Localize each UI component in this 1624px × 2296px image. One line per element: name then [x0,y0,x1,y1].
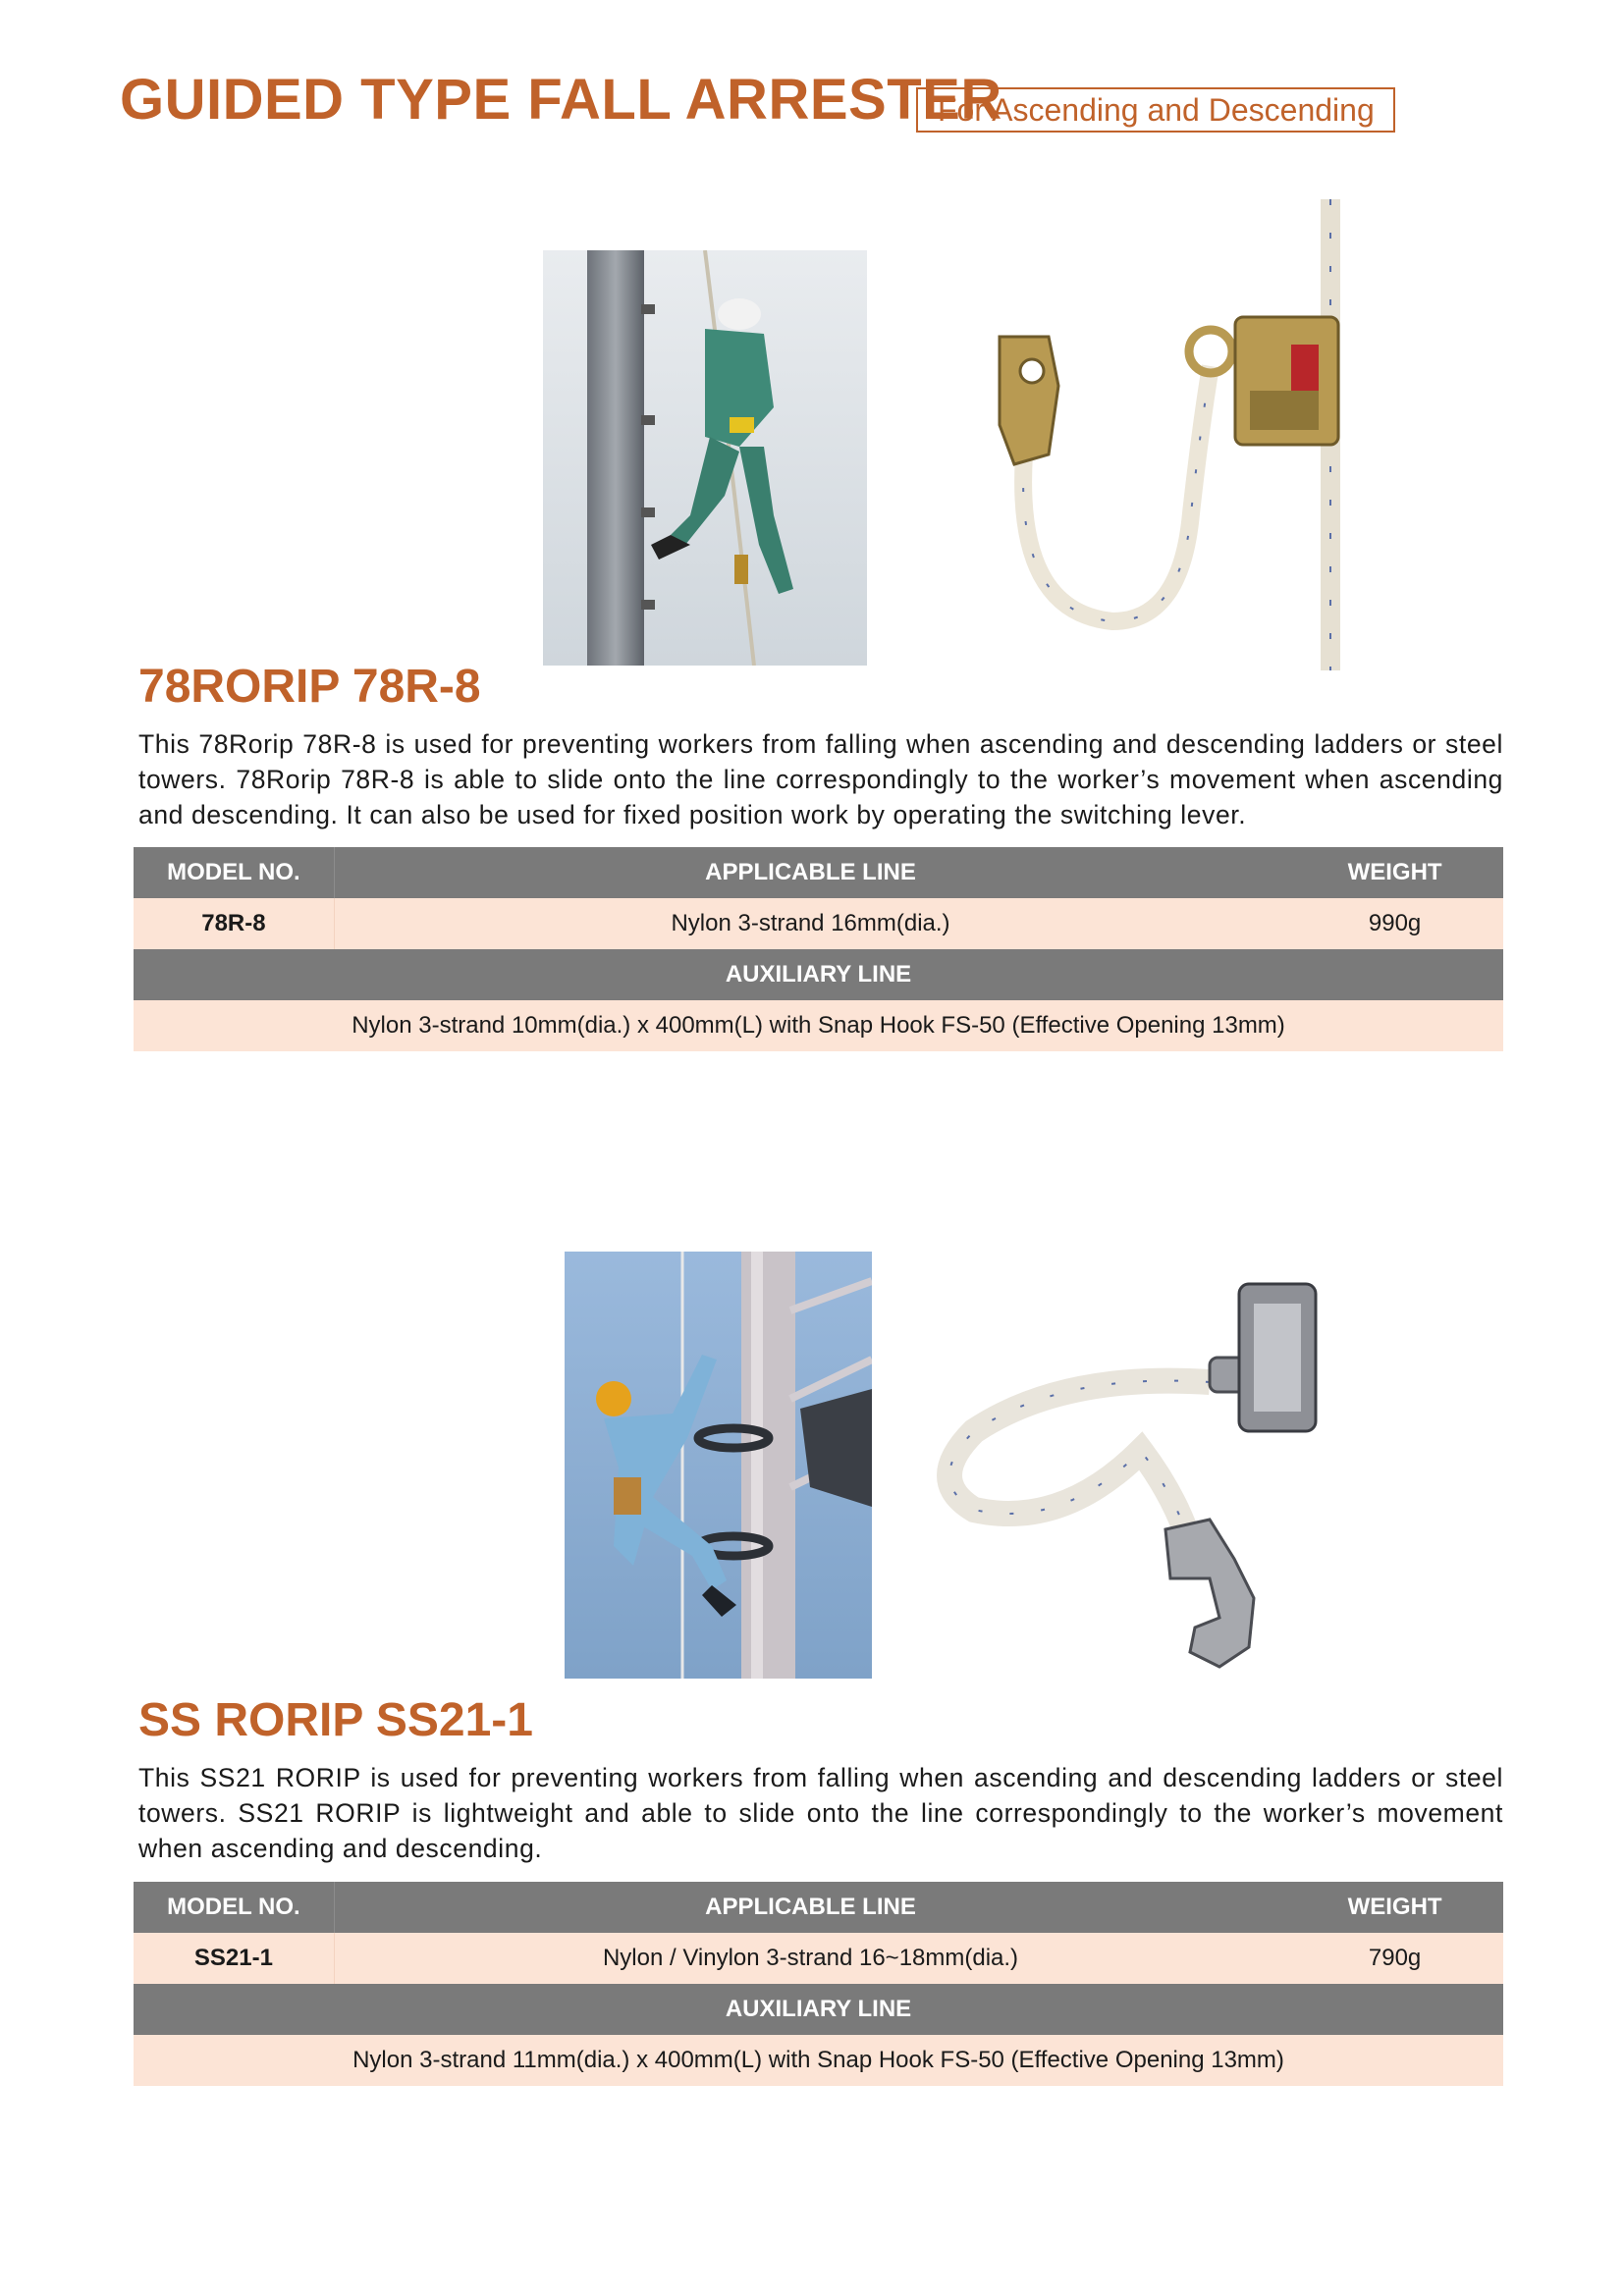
auxiliary-line-value-row [134,2035,1503,2086]
spec-table-value-row [134,1933,1503,1984]
model-no-value: 78R-8 [134,898,335,949]
applicable-line-value: Nylon / Vinylon 3-strand 16~18mm(dia.) [602,1945,1019,1971]
weight-header: WEIGHT [1347,859,1442,885]
auxiliary-line-header: AUXILIARY LINE [725,961,912,988]
auxiliary-line-header-row [134,1984,1503,2035]
model-no-value: SS21-1 [134,1933,335,1984]
spec-table-header-row [134,847,1503,898]
product-title-78r8: 78RORIP 78R-8 [138,661,481,713]
applicable-line-header: APPLICABLE LINE [705,859,916,885]
product-title-ss21-1: SS RORIP SS21-1 [138,1694,533,1746]
auxiliary-line-header-row [134,949,1503,1000]
model-no-header: MODEL NO. [134,1882,335,1933]
product-description-ss21-1: This SS21 RORIP is used for preventing workers from falling when ascending and descending ladders or steel towers. SS21 RORIP is lightweight and able to slide onto the line correspondingly to the worker’s movement when ascending and descending. [138,1763,1503,1863]
page-title: GUIDED TYPE FALL ARRESTER [120,68,1002,132]
fall-arrester-ss21-product-photo [915,1264,1391,1684]
model-no-header: MODEL NO. [134,847,335,898]
auxiliary-line-value: Nylon 3-strand 10mm(dia.) x 400mm(L) with Snap Hook FS-50 (Effective Opening 13mm) [352,1012,1285,1039]
weight-header: WEIGHT [1347,1894,1442,1920]
auxiliary-line-value-row [134,1000,1503,1051]
spec-table-header-row [134,1882,1503,1933]
product-description-78r8: This 78Rorip 78R-8 is used for preventing workers from falling when ascending and descending ladders or steel towers. 78Rorip 78R-8 is able to slide onto the line correspondingly to the worker’s movement when ascending and descending. It can also be used for fixed position work by operating the switching lever. [138,729,1503,829]
weight-value: 990g [1368,910,1422,936]
fall-arrester-78r8-product-photo [985,199,1353,670]
auxiliary-line-header: AUXILIARY LINE [725,1996,912,2022]
weight-value: 790g [1368,1945,1422,1971]
spec-table-78r8 [134,847,1503,1051]
spec-table-value-row [134,898,1503,949]
worker-climbing-tower-photo [565,1252,872,1679]
applicable-line-value: Nylon 3-strand 16mm(dia.) [671,910,950,936]
auxiliary-line-value: Nylon 3-strand 11mm(dia.) x 400mm(L) with Snap Hook FS-50 (Effective Opening 13mm) [352,2047,1284,2073]
applicable-line-header: APPLICABLE LINE [705,1894,916,1920]
spec-table-ss21-1 [134,1882,1503,2086]
page-subtitle-badge: For Ascending and Descending [916,87,1395,133]
worker-climbing-pole-photo [543,250,867,666]
